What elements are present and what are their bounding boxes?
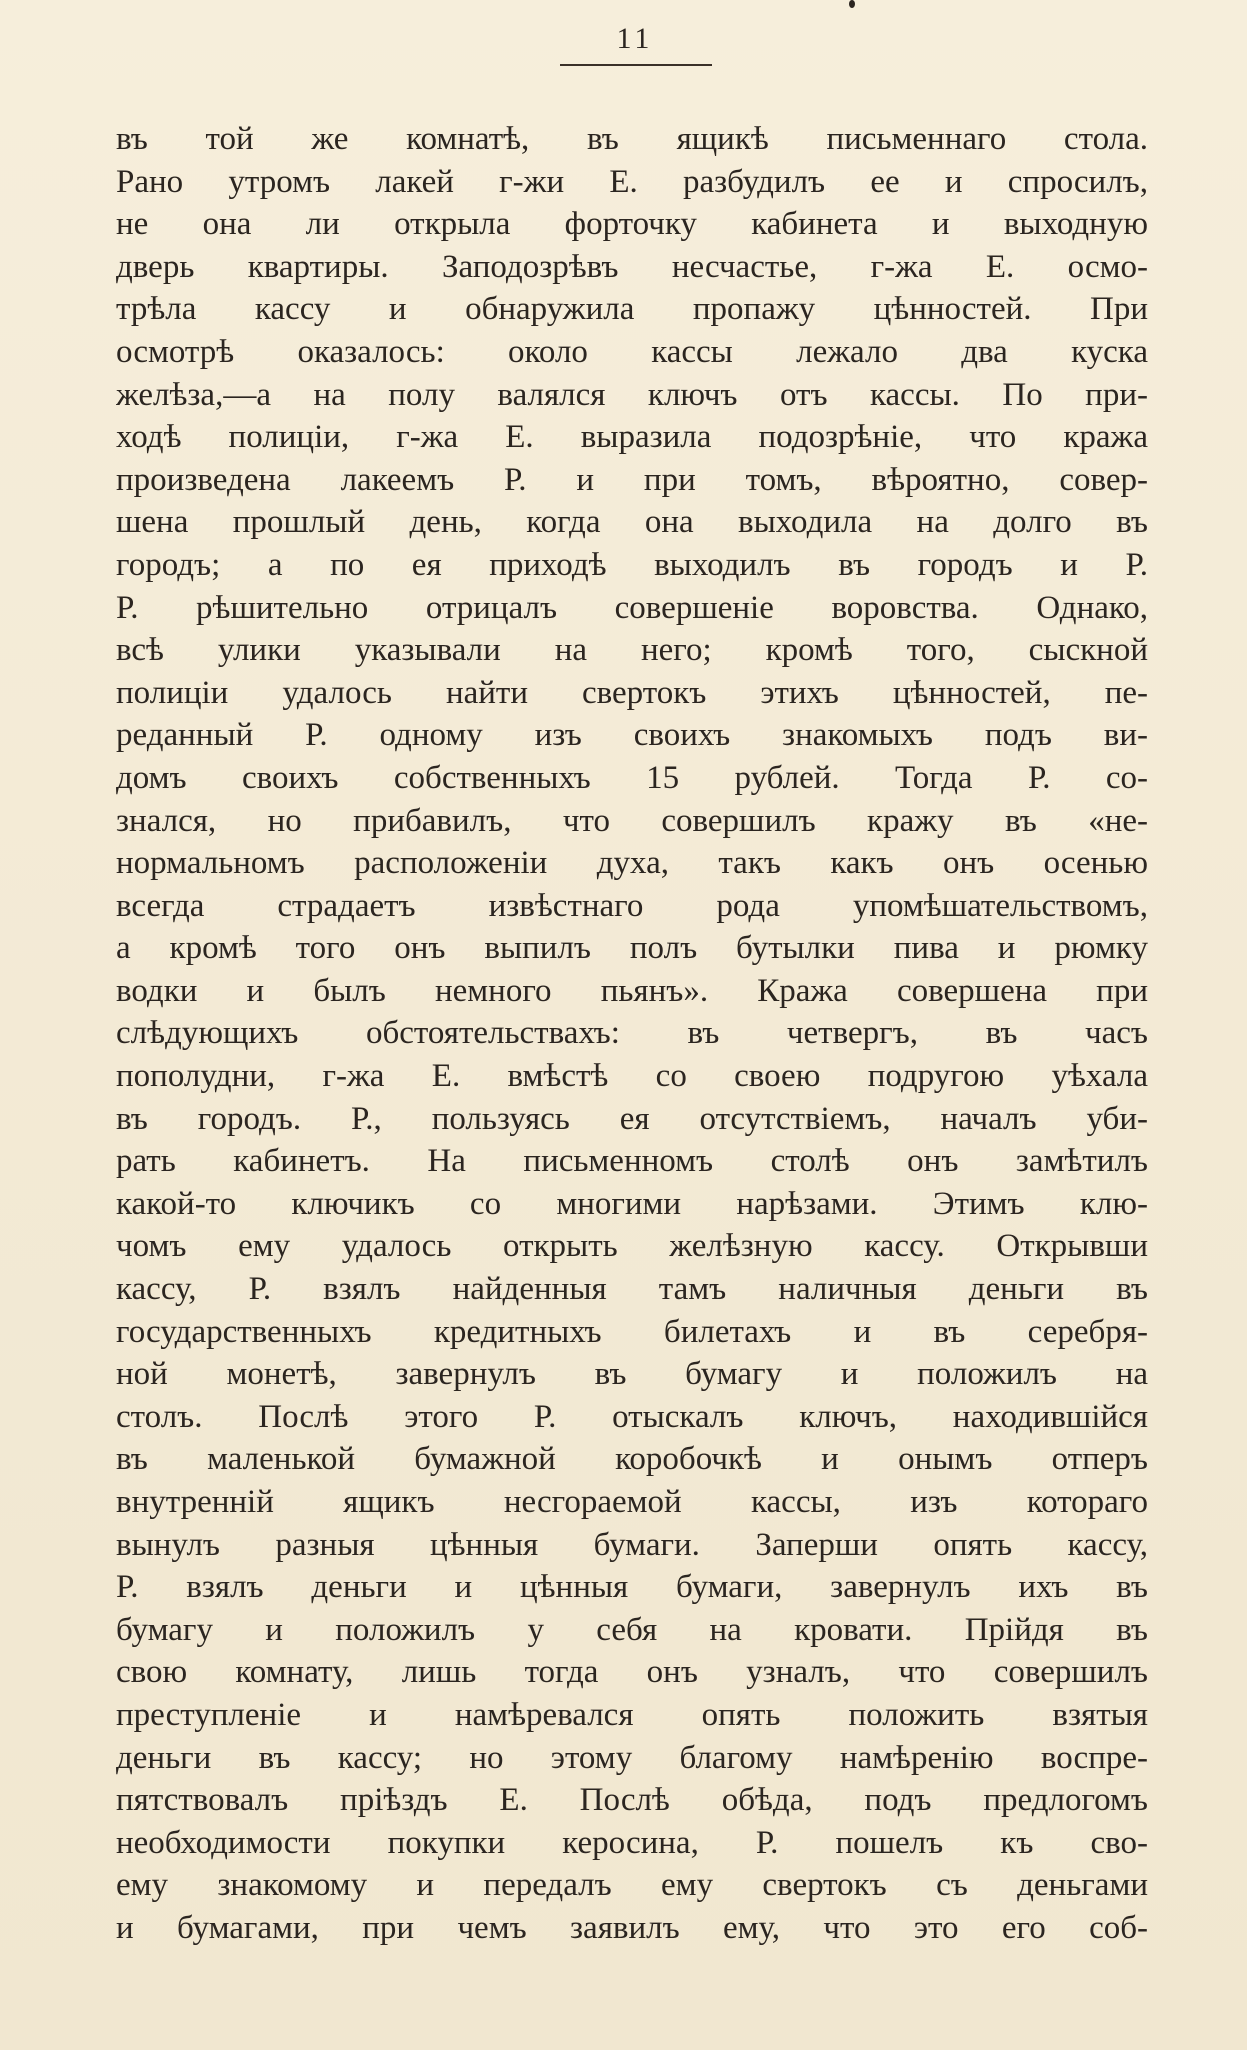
text-line: преступленіе и намѣревался опять положить взятыя xyxy=(116,1696,1148,1733)
text-line: столъ. Послѣ этого Р. отыскалъ ключъ, находившійся xyxy=(116,1398,1148,1435)
text-line: пятствовалъ пріѣздъ Е. Послѣ обѣда, подъ предлогомъ xyxy=(116,1782,1148,1819)
text-line: Рано утромъ лакей г-жи Е. разбудилъ ее и спросилъ, xyxy=(116,163,1148,200)
text-line: нормальномъ расположеніи духа, такъ какъ онъ осенью xyxy=(116,845,1148,882)
text-line: Р. рѣшительно отрицалъ совершеніе воровства. Однако, xyxy=(116,589,1148,626)
text-line: реданный Р. одному изъ своихъ знакомыхъ подъ ви- xyxy=(116,717,1148,754)
text-line: въ маленькой бумажной коробочкѣ и онымъ отперъ xyxy=(116,1441,1148,1478)
text-line: какой-то ключикъ со многими нарѣзами. Этимъ клю- xyxy=(116,1185,1148,1222)
page-number: 11 xyxy=(616,22,654,55)
text-line: въ той же комнатѣ, въ ящикѣ письменнаго стола. xyxy=(116,121,1148,157)
text-line: шена прошлый день, когда она выходила на долго въ xyxy=(116,504,1148,541)
header-rule xyxy=(560,64,712,66)
text-line: всегда страдаетъ извѣстнаго рода упомѣшательствомъ, xyxy=(116,887,1148,924)
text-line: полиціи удалось найти свертокъ этихъ цѣнностей, пе- xyxy=(116,674,1148,711)
text-line: въ городъ. Р., пользуясь ея отсутствіемъ, началъ уби- xyxy=(116,1100,1148,1137)
text-line: и бумагами, при чемъ заявилъ ему, что это его соб- xyxy=(116,1909,1148,1946)
text-line: желѣза,—а на полу валялся ключъ отъ кассы. По при- xyxy=(116,376,1148,413)
text-line: ходѣ полиціи, г-жа Е. выразила подозрѣніе, что кража xyxy=(116,419,1148,456)
text-line: ему знакомому и передалъ ему свертокъ съ деньгами xyxy=(116,1867,1148,1904)
text-line: государственныхъ кредитныхъ билетахъ и въ серебря- xyxy=(116,1313,1148,1350)
text-line: произведена лакеемъ Р. и при томъ, вѣроятно, совер- xyxy=(116,461,1148,498)
text-line: свою комнату, лишь тогда онъ узналъ, что совершилъ xyxy=(116,1654,1148,1691)
text-line: деньги въ кассу; но этому благому намѣренію воспре- xyxy=(116,1739,1148,1776)
text-line: знался, но прибавилъ, что совершилъ кражу въ «не- xyxy=(116,802,1148,839)
text-line: рать кабинетъ. На письменномъ столѣ онъ замѣтилъ xyxy=(116,1143,1148,1180)
text-line: трѣла кассу и обнаружила пропажу цѣнностей. При xyxy=(116,291,1148,328)
text-line: внутренній ящикъ несгораемой кассы, изъ котораго xyxy=(116,1484,1148,1520)
text-line: необходимости покупки керосина, Р. пошелъ къ сво- xyxy=(116,1824,1148,1861)
text-line: пополудни, г-жа Е. вмѣстѣ со своею подругою уѣхала xyxy=(116,1058,1148,1095)
text-line: кассу, Р. взялъ найденныя тамъ наличныя деньги въ xyxy=(116,1271,1148,1308)
body-text xyxy=(116,118,1148,1950)
text-line: бумагу и положилъ у себя на кровати. Прійдя въ xyxy=(116,1611,1148,1648)
text-line: всѣ улики указывали на него; кромѣ того, сыскной xyxy=(116,632,1148,669)
text-line: водки и былъ немного пьянъ». Кража совершена при xyxy=(116,972,1148,1009)
text-line: дверь квартиры. Заподозрѣвъ несчастье, г-жа Е. осмо- xyxy=(116,248,1148,285)
text-line: чомъ ему удалось открыть желѣзную кассу. Открывши xyxy=(116,1228,1148,1265)
ink-dot xyxy=(849,0,855,8)
text-line: осмотрѣ оказалось: около кассы лежало два куска xyxy=(116,333,1148,370)
text-line: не она ли открыла форточку кабинета и выходную xyxy=(116,206,1148,243)
text-line: Р. взялъ деньги и цѣнныя бумаги, завернулъ ихъ въ xyxy=(116,1569,1148,1606)
text-line: городъ; а по ея приходѣ выходилъ въ городъ и Р. xyxy=(116,546,1148,583)
text-line: домъ своихъ собственныхъ 15 рублей. Тогда Р. со- xyxy=(116,759,1148,796)
text-line: ной монетѣ, завернулъ въ бумагу и положилъ на xyxy=(116,1356,1148,1393)
text-line: слѣдующихъ обстоятельствахъ: въ четвергъ, въ часъ xyxy=(116,1015,1148,1052)
text-line: а кромѣ того онъ выпилъ полъ бутылки пива и рюмку xyxy=(116,930,1148,967)
text-line: вынулъ разныя цѣнныя бумаги. Заперши опять кассу, xyxy=(116,1526,1148,1563)
